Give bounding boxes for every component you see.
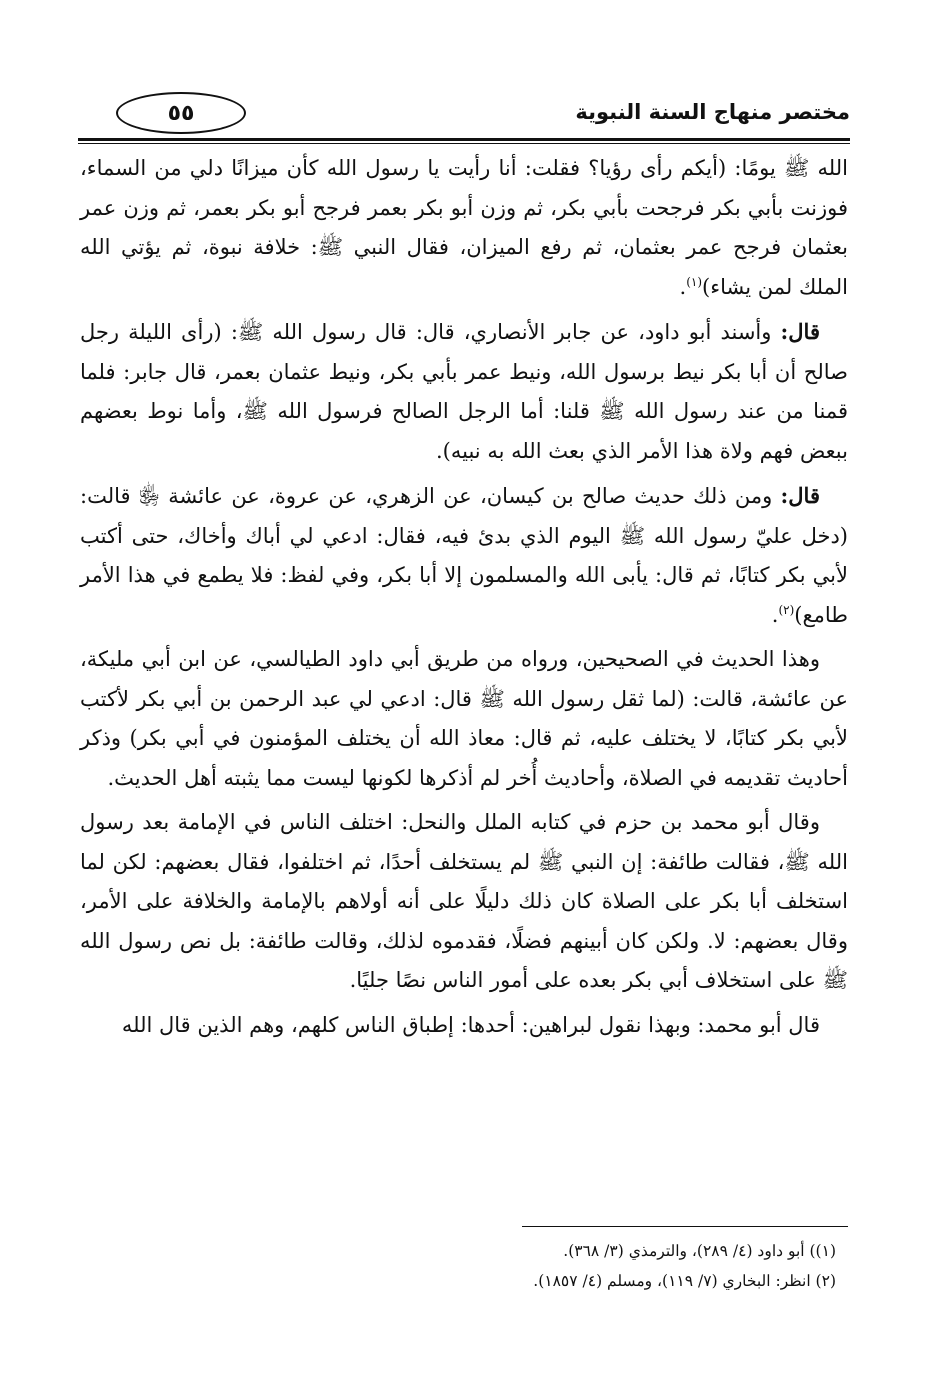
paragraph-3: قال: ومن ذلك حديث صالح بن كيسان، عن الزهري، عن عروة، عن عائشة ﵂ قالت: (دخل عليّ رسول الله ﷺ اليوم الذي بدئ فيه، فقال: ادعي لي أباك وأخاك، حتى أكتب لأبي بكر كتابًا، ثم قال: يأبى الله والمسلمون إلا أبا بكر، وفي لفظ: فلا يطمع في هذا الأمر طامع)$^{(٢)}$. — [80, 483, 849, 627]
page-header — [78, 82, 850, 138]
paragraph-4: وهذا الحديث في الصحيحين، ورواه من طريق أبي داود الطيالسي، عن ابن أبي مليكة، عن عائشة، قالت: (لما ثقل رسول الله ﷺ قال: ادعي لي عبد الرحمن بن أبي بكر لأكتب لأبي بكر كتابًا، لا يختلف عليه، ثم قال: معاذ الله أن يختلف المؤمنون في أبي بكر) وذكر أحاديث تقديمه في الصلاة، وأحاديث أُخر لم أذكرها لكونها ليست مما يثبته أهل الحديث. — [80, 647, 848, 790]
page-number — [116, 92, 246, 134]
footnote-ref-2[interactable]: (٢) — [778, 602, 795, 617]
footnotes — [80, 1236, 836, 1296]
paragraph-5: وقال أبو محمد بن حزم في كتابه الملل والنحل: اختلف الناس في الإمامة بعد رسول الله ﷺ، فقالت طائفة: إن النبي ﷺ لم يستخلف أحدًا، ثم اختلفوا، فقال بعضهم: لكن لما استخلف أبا بكر على الصلاة كان ذلك دليلًا على أنه أولاهم بالإمامة والخلافة على الأمر، وقال بعضهم: لا. ولكن كان أبينهم فضلًا، فقدموه لذلك، وقالت طائفة: بل نص رسول الله ﷺ على استخلاف أبي بكر بعده على أمور الناس نصًا جليًا. — [80, 810, 848, 992]
footnote-1: (١)) أبو داود (٤/ ٢٨٩)، والترمذي (٣/ ٣٦٨). — [563, 1242, 836, 1260]
main-text — [80, 148, 848, 1050]
paragraph-6: قال أبو محمد: وبهذا نقول لبراهين: أحدها: إطباق الناس كلهم، وهم الذين قال الله — [121, 1012, 820, 1037]
header-rule-thin — [78, 143, 850, 144]
footnote-2: (٢) انظر: البخاري (٧/ ١١٩)، ومسلم (٤/ ١٨٥٧). — [533, 1272, 836, 1290]
footnote-separator — [522, 1226, 848, 1227]
paragraph-lead: قال: — [780, 483, 820, 508]
paragraph-1: الله ﷺ يومًا: (أيكم رأى رؤيا؟ فقلت: أنا رأيت يا رسول الله كأن ميزانًا دلي من السماء، فوزنت بأبي بكر فرجحت بأبي بكر، ثم وزن أبو بكر بعمر فرجح أبو بكر بعمر، ثم وزن عمر بعثمان فرجح عمر بعثمان، ثم رفع الميزان، فقال النبي ﷺ: خلافة نبوة، ثم يؤتي الله الملك لمن يشاء)$^{(١)}$. — [80, 156, 848, 299]
header-rule — [78, 138, 850, 141]
footnote-ref-1[interactable]: (١) — [686, 274, 703, 289]
page-number-text: ٥٥ — [167, 100, 195, 126]
paragraph-2: قال: وأسند أبو داود، عن جابر الأنصاري، قال: قال رسول الله ﷺ: (رأى الليلة رجل صالح أن أبا بكر نيط برسول الله، ونيط عمر بأبي بكر، ونيط عثمان بعمر، قال جابر: فلما قمنا من عند رسول الله ﷺ قلنا: أما الرجل الصالح فرسول الله ﷺ، وأما نوط بعضهم ببعض فهم ولاة هذا الأمر الذي بعث الله به نبيه). — [80, 319, 848, 463]
paragraph-lead: قال: — [780, 319, 820, 344]
book-title: مختصر منهاج السنة النبوية — [575, 100, 850, 124]
